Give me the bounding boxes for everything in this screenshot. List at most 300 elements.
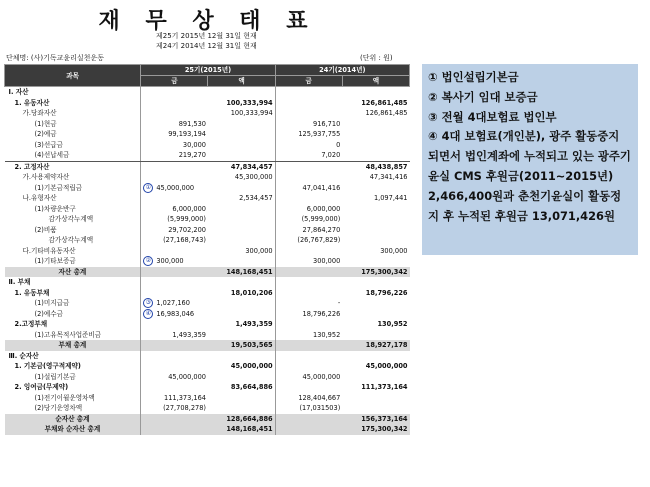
header-amount: 액	[208, 76, 275, 87]
amount-cell	[275, 382, 342, 393]
amount-value: 1,027,160	[156, 299, 190, 308]
amount-cell	[275, 235, 342, 246]
amount-cell	[275, 129, 342, 140]
header-account: 과목	[5, 65, 141, 87]
amount-cell	[342, 246, 409, 257]
amount-cell	[208, 183, 275, 194]
amount-value: 0	[336, 140, 341, 149]
amount-cell	[208, 193, 275, 204]
account-label: (1)기본금적립금	[34, 183, 83, 192]
amount-value: 126,861,485	[361, 98, 408, 107]
table-row	[5, 382, 410, 393]
amount-cell	[141, 87, 208, 98]
amount-cell	[342, 225, 409, 236]
amount-cell	[342, 403, 409, 414]
account-label: (1)차량운반구	[34, 204, 76, 213]
account-label: 나.유형자산	[22, 194, 57, 203]
account-label: 부채 총계	[58, 341, 87, 350]
amount-cell	[275, 98, 342, 109]
account-cell	[5, 172, 141, 183]
amount-cell	[208, 172, 275, 183]
header-period-2014: 24기(2014년)	[275, 65, 409, 76]
amount-value: 111,373,164	[361, 383, 408, 392]
amount-value: 148,168,451	[226, 267, 273, 276]
amount-value: 45,000,000	[302, 372, 341, 381]
amount-cell	[275, 361, 342, 372]
amount-cell	[342, 340, 409, 351]
account-cell	[5, 183, 141, 194]
amount-cell	[141, 403, 208, 414]
account-cell	[5, 214, 141, 225]
table-row	[5, 361, 410, 372]
amount-cell	[208, 319, 275, 330]
account-label: (2)예수금	[34, 309, 63, 318]
amount-cell	[141, 330, 208, 341]
account-label: 감가상각누계액	[48, 215, 94, 224]
amount-cell	[342, 298, 409, 309]
amount-cell	[275, 150, 342, 161]
amount-cell	[342, 129, 409, 140]
account-cell	[5, 403, 141, 414]
table-row	[5, 288, 410, 299]
period-lines	[156, 31, 257, 51]
amount-value: 6,000,000	[306, 204, 341, 213]
amount-cell	[141, 140, 208, 151]
amount-cell	[275, 161, 342, 172]
account-cell	[5, 256, 141, 267]
table-row	[5, 193, 410, 204]
amount-value: 99,193,194	[168, 130, 206, 139]
table-row	[5, 140, 410, 151]
account-cell	[5, 393, 141, 404]
table-row	[5, 277, 410, 288]
amount-cell	[141, 393, 208, 404]
table-row	[5, 161, 410, 172]
amount-value: 19,503,565	[230, 341, 273, 350]
amount-cell	[141, 319, 208, 330]
table-row	[5, 267, 410, 278]
amount-value: 300,000	[156, 257, 184, 266]
account-cell	[5, 424, 141, 435]
account-label: 자산 총계	[58, 267, 87, 276]
amount-cell	[275, 277, 342, 288]
account-cell	[5, 298, 141, 309]
amount-cell	[208, 87, 275, 98]
amount-value: 300,000	[313, 257, 341, 266]
account-label: Ⅲ. 순자산	[8, 351, 39, 360]
amount-cell	[342, 288, 409, 299]
amount-cell	[275, 330, 342, 341]
amount-cell	[141, 235, 208, 246]
amount-cell	[141, 351, 208, 362]
amount-cell	[342, 98, 409, 109]
amount-cell	[141, 424, 208, 435]
amount-value: 125,937,755	[298, 130, 341, 139]
account-cell	[5, 119, 141, 130]
amount-cell	[141, 150, 208, 161]
amount-cell	[208, 214, 275, 225]
account-cell	[5, 288, 141, 299]
account-cell	[5, 361, 141, 372]
period-line-current: 제25기 2015년 12월 31일 현재	[156, 32, 257, 40]
account-cell	[5, 140, 141, 151]
account-label: (1)미지급금	[34, 299, 70, 308]
table-row	[5, 204, 410, 215]
amount-value: 300,000	[245, 246, 273, 255]
amount-cell	[141, 256, 208, 267]
amount-cell	[275, 140, 342, 151]
table-body	[5, 87, 410, 435]
amount-cell	[141, 298, 208, 309]
account-label: (1)기타보증금	[34, 257, 76, 266]
account-cell	[5, 340, 141, 351]
amount-cell	[208, 277, 275, 288]
amount-cell	[342, 204, 409, 215]
amount-value: 175,300,342	[361, 267, 408, 276]
account-label: 2. 잉여금(무제약)	[14, 383, 69, 392]
amount-cell	[208, 351, 275, 362]
account-cell	[5, 204, 141, 215]
amount-cell	[141, 340, 208, 351]
amount-value: (5,999,000)	[301, 215, 341, 224]
amount-cell	[208, 246, 275, 257]
balance-sheet-table	[4, 64, 410, 435]
amount-cell	[342, 172, 409, 183]
account-label: 가.당좌자산	[22, 109, 57, 118]
account-label: 1. 유동부채	[14, 288, 50, 297]
amount-cell	[208, 119, 275, 130]
account-cell	[5, 309, 141, 320]
amount-cell	[208, 340, 275, 351]
amount-cell	[342, 309, 409, 320]
note-item: ③ 전월 4대보험료 법인부	[428, 109, 557, 124]
amount-cell	[275, 119, 342, 130]
amount-value: 30,000	[182, 140, 206, 149]
amount-cell	[275, 214, 342, 225]
header-amount: 금	[275, 76, 342, 87]
amount-cell	[141, 246, 208, 257]
amount-cell	[208, 382, 275, 393]
table-row	[5, 403, 410, 414]
account-label: Ⅰ. 자산	[8, 88, 29, 97]
note-marker: ④	[143, 309, 153, 319]
amount-cell	[141, 183, 208, 194]
amount-cell	[342, 108, 409, 119]
account-label: 2. 고정자산	[14, 162, 50, 171]
amount-value: 2,534,457	[239, 194, 273, 203]
amount-value: 130,952	[377, 320, 408, 329]
account-label: Ⅱ. 부채	[8, 278, 31, 287]
table-row	[5, 108, 410, 119]
amount-cell	[208, 403, 275, 414]
amount-value: (17,031503)	[299, 404, 341, 413]
amount-cell	[342, 393, 409, 404]
account-label: (2)예금	[34, 130, 57, 139]
amount-cell	[275, 225, 342, 236]
amount-value: (5,999,000)	[167, 215, 206, 224]
entity-name: 단체명: (사)기독교윤리실천운동	[6, 54, 104, 62]
amount-cell	[275, 256, 342, 267]
amount-cell	[208, 330, 275, 341]
amount-cell	[141, 277, 208, 288]
amount-cell	[342, 424, 409, 435]
amount-cell	[342, 235, 409, 246]
header-amount: 액	[342, 76, 409, 87]
amount-cell	[342, 183, 409, 194]
amount-cell	[208, 414, 275, 425]
amount-cell	[275, 351, 342, 362]
amount-cell	[275, 414, 342, 425]
amount-value: 7,020	[321, 151, 341, 160]
account-label: (1)고유목적사업준비금	[34, 330, 102, 339]
amount-value: (27,168,743)	[163, 236, 206, 245]
account-label: (3)선급금	[34, 140, 63, 149]
table-row	[5, 298, 410, 309]
amount-value: 100,333,994	[230, 109, 273, 118]
amount-value: 18,796,226	[302, 309, 341, 318]
amount-cell	[141, 267, 208, 278]
amount-cell	[342, 161, 409, 172]
table-row	[5, 87, 410, 98]
amount-value: 16,983,046	[156, 309, 195, 318]
amount-cell	[141, 98, 208, 109]
statement-title: 재 무 상 태 표	[98, 8, 317, 34]
amount-cell	[141, 309, 208, 320]
account-cell	[5, 277, 141, 288]
amount-cell	[342, 119, 409, 130]
amount-cell	[275, 267, 342, 278]
amount-cell	[275, 319, 342, 330]
amount-value: 130,952	[313, 330, 341, 339]
account-cell	[5, 161, 141, 172]
amount-value: 891,530	[178, 119, 206, 128]
amount-value: 175,300,342	[361, 425, 408, 434]
amount-cell	[275, 424, 342, 435]
table-row	[5, 393, 410, 404]
amount-value: 18,010,206	[230, 288, 273, 297]
amount-cell	[208, 129, 275, 140]
amount-cell	[141, 361, 208, 372]
amount-cell	[208, 98, 275, 109]
account-cell	[5, 129, 141, 140]
amount-cell	[141, 172, 208, 183]
amount-value: (26,767,829)	[297, 236, 341, 245]
amount-cell	[342, 382, 409, 393]
amount-value: 27,864,270	[302, 225, 341, 234]
amount-cell	[141, 129, 208, 140]
amount-cell	[342, 351, 409, 362]
amount-cell	[208, 140, 275, 151]
table-row	[5, 150, 410, 161]
amount-value: 45,000,000	[230, 362, 273, 371]
account-cell	[5, 225, 141, 236]
table-row	[5, 340, 410, 351]
table-row	[5, 235, 410, 246]
amount-cell	[208, 267, 275, 278]
amount-value: 45,000,000	[365, 362, 408, 371]
amount-cell	[208, 256, 275, 267]
amount-value: 45,000,000	[156, 183, 195, 192]
amount-cell	[275, 403, 342, 414]
account-cell	[5, 246, 141, 257]
account-cell	[5, 267, 141, 278]
account-label: 2.고정부채	[14, 320, 48, 329]
account-label: (4)선납세금	[34, 151, 70, 160]
amount-value: 148,168,451	[226, 425, 273, 434]
amount-value: (27,708,278)	[163, 404, 206, 413]
table-row	[5, 424, 410, 435]
account-label: 감가상각누계액	[48, 236, 94, 245]
account-label: 순자산 총계	[55, 414, 90, 423]
amount-cell	[208, 235, 275, 246]
amount-cell	[275, 87, 342, 98]
table-row	[5, 98, 410, 109]
account-cell	[5, 414, 141, 425]
amount-value: 1,097,441	[373, 194, 408, 203]
notes-box	[422, 64, 638, 255]
amount-cell	[342, 319, 409, 330]
amount-cell	[141, 225, 208, 236]
amount-cell	[342, 140, 409, 151]
note-item: ④ 4대 보험료(개인분), 광주 활동중지 되면서 법인계좌에 누적되고 있는 광주기윤실 CMS 후원금(2011~2015년) 2,466,400원과 춘천기윤실이 활동정지 후 누적된 후원금 13,071,426원	[428, 129, 631, 223]
account-label: (1)설립기본금	[34, 372, 76, 381]
amount-value: 45,300,000	[234, 173, 273, 182]
table-row	[5, 225, 410, 236]
amount-cell	[275, 372, 342, 383]
amount-cell	[275, 340, 342, 351]
table-row	[5, 119, 410, 130]
table-row	[5, 256, 410, 267]
account-cell	[5, 330, 141, 341]
table-row	[5, 129, 410, 140]
amount-value: 128,404,667	[298, 393, 341, 402]
period-line-prior: 제24기 2014년 12월 31일 현재	[156, 42, 257, 50]
table-row	[5, 372, 410, 383]
note-marker: ②	[143, 256, 153, 266]
amount-cell	[208, 225, 275, 236]
amount-cell	[141, 119, 208, 130]
amount-cell	[141, 214, 208, 225]
amount-cell	[275, 108, 342, 119]
table-row	[5, 214, 410, 225]
amount-value: 45,000,000	[168, 372, 206, 381]
account-cell	[5, 108, 141, 119]
amount-cell	[141, 193, 208, 204]
amount-cell	[342, 256, 409, 267]
amount-cell	[141, 382, 208, 393]
amount-cell	[342, 330, 409, 341]
amount-cell	[208, 393, 275, 404]
amount-cell	[208, 288, 275, 299]
amount-cell	[342, 361, 409, 372]
table-row	[5, 351, 410, 362]
amount-cell	[342, 267, 409, 278]
amount-value: 6,000,000	[172, 204, 206, 213]
account-label: 부채와 순자산 총계	[44, 425, 101, 434]
account-cell	[5, 150, 141, 161]
amount-value: 1,493,359	[172, 330, 206, 339]
amount-cell	[275, 172, 342, 183]
amount-value: 126,861,485	[365, 109, 408, 118]
account-label: 1. 기본금(영구적제약)	[14, 362, 81, 371]
account-label: (1)현금	[34, 119, 57, 128]
amount-cell	[141, 372, 208, 383]
unit-label: (단위 : 원)	[360, 54, 393, 62]
note-marker: ①	[143, 183, 153, 193]
table-row	[5, 319, 410, 330]
amount-value: 47,341,416	[369, 173, 408, 182]
amount-cell	[208, 424, 275, 435]
amount-cell	[342, 277, 409, 288]
account-label: (1)전기이월운영차액	[34, 393, 95, 402]
amount-value: 916,710	[313, 119, 341, 128]
amount-cell	[208, 108, 275, 119]
amount-cell	[342, 214, 409, 225]
account-label: 1. 유동자산	[14, 98, 50, 107]
note-item: ① 법인설립기본금	[428, 70, 519, 84]
amount-cell	[141, 288, 208, 299]
table-row	[5, 172, 410, 183]
amount-cell	[342, 372, 409, 383]
amount-value: 83,664,886	[230, 383, 273, 392]
amount-cell	[275, 309, 342, 320]
amount-value: 128,664,886	[226, 414, 273, 423]
amount-cell	[275, 193, 342, 204]
table-row	[5, 330, 410, 341]
amount-value: 18,927,178	[365, 341, 408, 350]
amount-cell	[208, 361, 275, 372]
account-cell	[5, 193, 141, 204]
account-cell	[5, 372, 141, 383]
amount-cell	[208, 150, 275, 161]
account-label: 다.기타비유동자산	[22, 246, 76, 255]
amount-cell	[342, 193, 409, 204]
note-marker: ③	[143, 298, 153, 308]
note-item: ② 복사기 임대 보증금	[428, 89, 538, 104]
amount-cell	[275, 183, 342, 194]
amount-value: 156,373,164	[361, 414, 408, 423]
table-row	[5, 183, 410, 194]
amount-value: 29,702,200	[168, 225, 206, 234]
amount-cell	[141, 108, 208, 119]
account-label: (2)당기운영차액	[34, 404, 83, 413]
amount-value: 1,493,359	[235, 320, 273, 329]
amount-cell	[208, 298, 275, 309]
amount-value: 300,000	[380, 246, 408, 255]
account-cell	[5, 351, 141, 362]
amount-cell	[275, 204, 342, 215]
account-cell	[5, 98, 141, 109]
table-row	[5, 414, 410, 425]
account-cell	[5, 382, 141, 393]
header-amount: 금	[141, 76, 208, 87]
amount-cell	[275, 393, 342, 404]
amount-value: 47,834,457	[230, 162, 273, 171]
account-cell	[5, 235, 141, 246]
amount-value: 100,333,994	[226, 98, 273, 107]
amount-cell	[342, 414, 409, 425]
header-period-2015: 25기(2015년)	[141, 65, 275, 76]
amount-value: 47,041,416	[302, 183, 341, 192]
amount-cell	[275, 288, 342, 299]
amount-cell	[208, 204, 275, 215]
account-cell	[5, 87, 141, 98]
amount-cell	[208, 161, 275, 172]
amount-value: -	[337, 299, 341, 308]
amount-cell	[208, 309, 275, 320]
amount-cell	[275, 246, 342, 257]
amount-cell	[342, 87, 409, 98]
